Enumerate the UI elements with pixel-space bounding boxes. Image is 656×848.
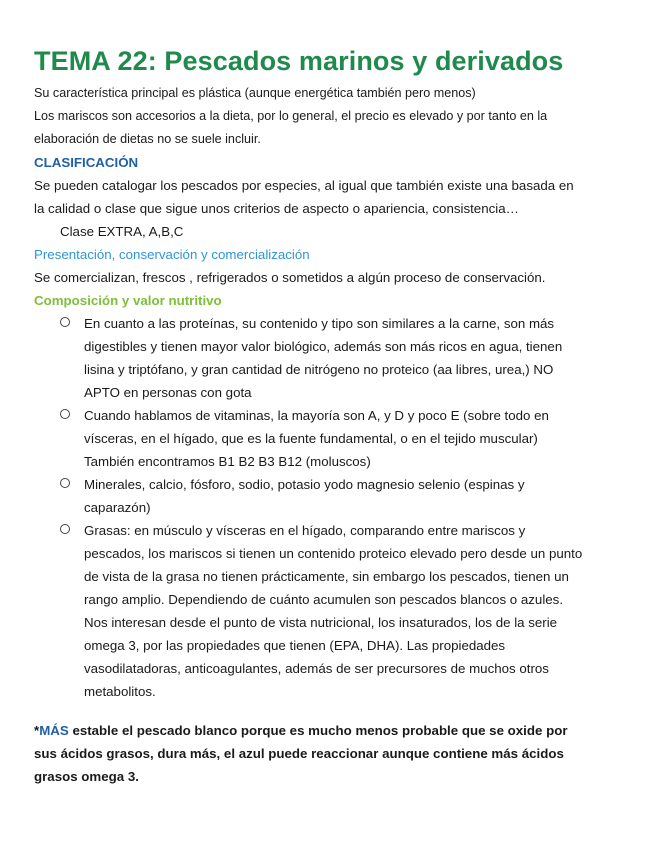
intro-line-3: elaboración de dietas no se suele incluir. [34, 132, 261, 146]
circle-bullet-icon [60, 409, 70, 419]
list-line: También encontramos B1 B2 B3 B12 (moluscos) [84, 454, 371, 469]
list-line: En cuanto a las proteínas, su contenido y tipo son similares a la carne, son más [84, 316, 555, 331]
list-line: Nos interesan desde el punto de vista nutricional, los insaturados, los de la serie [84, 615, 558, 630]
heading-composicion: Composición y valor nutritivo [34, 293, 222, 308]
list-item-grasas [60, 519, 622, 703]
heading-clasificacion: CLASIFICACIÓN [34, 155, 139, 170]
list-item-minerales [60, 473, 622, 519]
clase-line: Clase EXTRA, A,B,C [60, 224, 184, 239]
heading-presentacion: Presentación, conservación y comercialización [34, 247, 310, 262]
intro-line-1: Su característica principal es plástica (aunque energética también pero menos) [34, 86, 476, 100]
note-line-3: grasos omega 3. [34, 769, 139, 784]
list-line: pescados, los mariscos si tienen un contenido proteico elevado pero desde un punto [84, 546, 583, 561]
note-paragraph [34, 719, 622, 788]
list-line: Grasas: en músculo y vísceras en el hígado, comparando entre mariscos y [84, 523, 526, 538]
list-line: caparazón) [84, 500, 151, 515]
note-line-2: sus ácidos grasos, dura más, el azul puede reaccionar aunque contiene más ácidos [34, 746, 564, 761]
page-title: TEMA 22: Pescados marinos y derivados [34, 46, 564, 76]
list-item-vitaminas [60, 404, 622, 473]
clasificacion-line-1: Se pueden catalogar los pescados por especies, al igual que también existe una basada en [34, 178, 574, 193]
list-line: Cuando hablamos de vitaminas, la mayoría son A, y D y poco E (sobre todo en [84, 408, 549, 423]
list-line: omega 3, por las propiedades que tienen (EPA, DHA). Las propiedades [84, 638, 506, 653]
list-line: rango amplio. Dependiendo de cuánto acumulen son pescados blancos o azules. [84, 592, 564, 607]
circle-bullet-icon [60, 478, 70, 488]
list-line: digestibles y tienen mayor valor biológico, además son más ricos en agua, tienen [84, 339, 563, 354]
list-line: Minerales, calcio, fósforo, sodio, potasio yodo magnesio selenio (espinas y [84, 477, 525, 492]
note-line-1 [34, 719, 622, 742]
composicion-list [34, 312, 622, 703]
circle-bullet-icon [60, 317, 70, 327]
circle-bullet-icon [60, 524, 70, 534]
list-line: APTO en personas con gota [84, 385, 252, 400]
list-line: metabolitos. [84, 684, 156, 699]
note-accent: MÁS [39, 723, 69, 738]
list-line: lisina y triptófano, y gran cantidad de nitrógeno no proteico (aa libres, urea,) NO [84, 362, 554, 377]
list-line: vasodilatadoras, anticoagulantes, además de ser precursores de muchos otros [84, 661, 549, 676]
list-line: de vista de la grasa no tienen prácticamente, sin embargo los pescados, tienen un [84, 569, 569, 584]
list-item-proteinas [60, 312, 622, 404]
presentacion-line: Se comercializan, frescos , refrigerados o sometidos a algún proceso de conservación. [34, 270, 546, 285]
intro-line-2: Los mariscos son accesorios a la dieta, por lo general, el precio es elevado y por tanto en la [34, 109, 548, 123]
note-star: * [34, 723, 40, 738]
clasificacion-line-2: la calidad o clase que sigue unos criterios de aspecto o apariencia, consistencia… [34, 201, 519, 216]
note-text: estable el pescado blanco porque es mucho menos probable que se oxide por [68, 723, 568, 738]
list-line: vísceras, en el hígado, que es la fuente fundamental, o en el tejido muscular) [84, 431, 538, 446]
